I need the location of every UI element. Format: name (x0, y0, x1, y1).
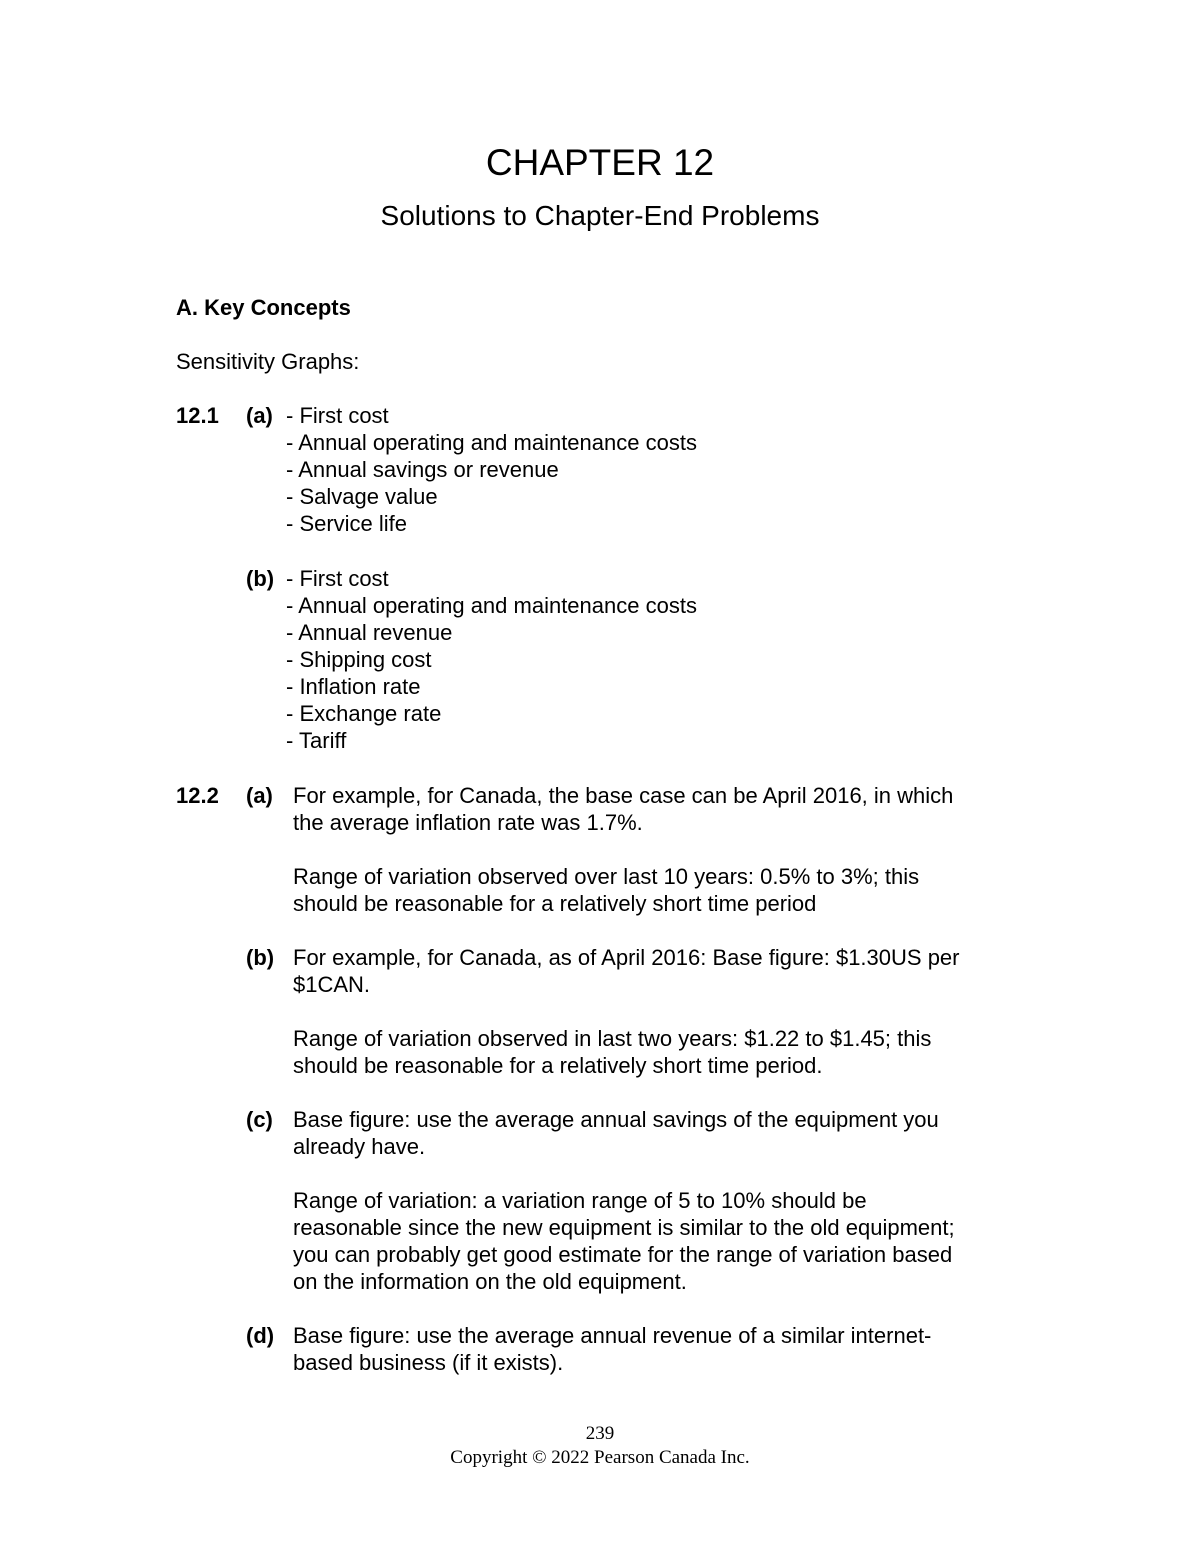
chapter-subtitle: Solutions to Chapter-End Problems (380, 200, 820, 231)
answer-line: you can probably get good estimate for the range of variation based (293, 1242, 953, 1267)
section-heading: A. Key Concepts (176, 295, 351, 320)
part-label: (b) (246, 945, 275, 970)
part-label: (b) (246, 566, 275, 591)
problem-number: 12.1 (176, 403, 219, 428)
list-item: - Tariff (286, 728, 347, 753)
list-item: - Annual savings or revenue (286, 457, 559, 482)
copyright-notice: Copyright © 2022 Pearson Canada Inc. (450, 1447, 750, 1468)
answer-line: should be reasonable for a relatively short time period. (293, 1053, 823, 1078)
answer-line: already have. (293, 1134, 426, 1159)
answer-line: Base figure: use the average annual revenue of a similar internet- (293, 1323, 932, 1348)
answer-line: Range of variation observed in last two years: $1.22 to $1.45; this (293, 1026, 932, 1051)
answer-line: Base figure: use the average annual savings of the equipment you (293, 1107, 939, 1132)
list-item: - Annual revenue (286, 620, 453, 645)
answer-line: For example, for Canada, as of April 2016: Base figure: $1.30US per (293, 945, 960, 970)
chapter-title: CHAPTER 12 (485, 142, 715, 183)
list-item: - First cost (286, 566, 389, 591)
answer-line: reasonable since the new equipment is similar to the old equipment; (293, 1215, 955, 1240)
list-item: - First cost (286, 403, 389, 428)
section-intro: Sensitivity Graphs: (176, 349, 360, 374)
list-item: - Service life (286, 511, 408, 536)
part-label: (c) (246, 1107, 273, 1132)
list-item: - Annual operating and maintenance costs (286, 430, 697, 455)
answer-line: should be reasonable for a relatively short time period (293, 891, 817, 916)
answer-line: Range of variation: a variation range of 5 to 10% should be (293, 1188, 867, 1213)
answer-line: on the information on the old equipment. (293, 1269, 687, 1294)
part-label: (a) (246, 783, 273, 808)
part-label: (a) (246, 403, 273, 428)
answer-line: the average inflation rate was 1.7%. (293, 810, 643, 835)
list-item: - Exchange rate (286, 701, 442, 726)
list-item: - Inflation rate (286, 674, 421, 699)
part-label: (d) (246, 1323, 275, 1348)
list-item: - Shipping cost (286, 647, 432, 672)
problem-number: 12.2 (176, 783, 219, 808)
list-item: - Annual operating and maintenance costs (286, 593, 697, 618)
list-item: - Salvage value (286, 484, 438, 509)
answer-line: $1CAN. (293, 972, 371, 997)
answer-line: For example, for Canada, the base case can be April 2016, in which (293, 783, 954, 808)
answer-line: Range of variation observed over last 10 years: 0.5% to 3%; this (293, 864, 920, 889)
answer-line: based business (if it exists). (293, 1350, 564, 1375)
page-number: 239 (585, 1423, 615, 1444)
